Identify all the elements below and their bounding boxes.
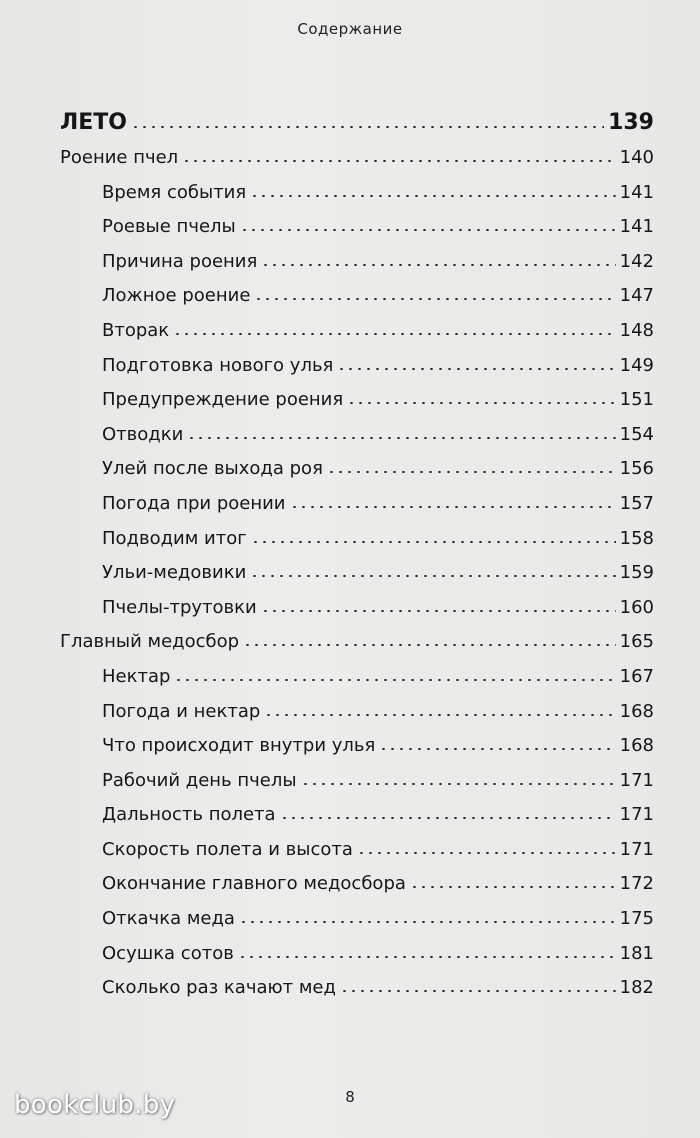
dot-leader xyxy=(251,541,616,543)
toc-entry xyxy=(60,452,654,487)
toc-entry-title: Нектар xyxy=(102,665,171,687)
toc-entry-page: 151 xyxy=(619,389,654,411)
toc-entry-title: Причина роения xyxy=(102,250,258,272)
toc-entry-page: 148 xyxy=(619,319,654,341)
toc-entry xyxy=(60,625,654,660)
toc-entry-title: Рабочий день пчелы xyxy=(102,769,297,791)
toc-entry-title: Погода и нектар xyxy=(102,700,261,722)
toc-entry-title: Подводим итог xyxy=(102,527,247,549)
toc-entry xyxy=(60,279,654,314)
toc-entry-page: 167 xyxy=(619,665,654,687)
toc-entry-page: 182 xyxy=(619,977,654,999)
toc-entry-page: 147 xyxy=(619,285,654,307)
dot-leader xyxy=(327,471,616,473)
dot-leader xyxy=(410,886,616,888)
dot-leader xyxy=(337,368,615,370)
dot-leader xyxy=(238,956,616,958)
dot-leader xyxy=(261,264,615,266)
toc-entry-title: Отводки xyxy=(102,423,184,445)
toc-entry-page: 168 xyxy=(619,735,654,757)
toc-entry xyxy=(60,522,654,557)
toc-entry-title: Осушка сотов xyxy=(102,942,234,964)
toc-entry-page: 172 xyxy=(619,873,654,895)
toc-entry-title: Предупреждение роения xyxy=(102,389,344,411)
table-of-contents xyxy=(60,105,654,1006)
toc-entry-title: Подготовка нового улья xyxy=(102,354,334,376)
toc-entry-title: Время события xyxy=(102,181,247,203)
dot-leader xyxy=(347,402,615,404)
dot-leader xyxy=(264,714,615,716)
toc-entry-page: 142 xyxy=(619,250,654,272)
toc-entry xyxy=(60,591,654,626)
toc-entry xyxy=(60,867,654,902)
toc-entry-page: 141 xyxy=(619,181,654,203)
dot-leader xyxy=(340,990,616,992)
toc-entry xyxy=(60,210,654,245)
toc-entry-title: Ульи-медовики xyxy=(102,562,247,584)
dot-leader xyxy=(280,817,616,819)
dot-leader xyxy=(187,437,615,439)
toc-entry xyxy=(60,349,654,384)
toc-entry xyxy=(60,660,654,695)
toc-entry-page: 171 xyxy=(619,804,654,826)
dot-leader xyxy=(261,610,616,612)
dot-leader xyxy=(243,644,616,646)
dot-leader xyxy=(250,575,615,577)
toc-entry xyxy=(60,314,654,349)
site-watermark: bookclub.by xyxy=(14,1090,176,1120)
toc-entry xyxy=(60,383,654,418)
toc-entry xyxy=(60,176,654,211)
toc-entry-page: 157 xyxy=(619,492,654,514)
toc-entry-title: Погода при роении xyxy=(102,492,286,514)
toc-entry-page: 159 xyxy=(619,562,654,584)
toc-entry xyxy=(60,105,654,141)
toc-entry-page: 160 xyxy=(619,596,654,618)
toc-entry-title: Роение пчел xyxy=(60,147,179,168)
toc-entry-title: Улей после выхода роя xyxy=(102,458,323,480)
toc-entry xyxy=(60,695,654,730)
toc-entry-title: Дальность полета xyxy=(102,804,276,826)
dot-leader xyxy=(379,748,615,750)
toc-entry-page: 141 xyxy=(619,216,654,238)
toc-entry-page: 168 xyxy=(619,700,654,722)
toc-entry-page: 154 xyxy=(619,423,654,445)
toc-entry xyxy=(60,902,654,937)
toc-entry-page: 171 xyxy=(619,769,654,791)
toc-entry xyxy=(60,937,654,972)
toc-entry xyxy=(60,971,654,1006)
dot-leader xyxy=(240,229,616,231)
toc-entry-title: Что происходит внутри улья xyxy=(102,735,376,757)
toc-entry-page: 156 xyxy=(619,458,654,480)
toc-entry-title: Окончание главного медосбора xyxy=(102,873,406,895)
toc-entry-page: 165 xyxy=(619,631,654,653)
toc-entry-page: 181 xyxy=(619,942,654,964)
toc-entry-title: Сколько раз качают мед xyxy=(102,977,336,999)
toc-entry-title: ЛЕТО xyxy=(60,110,128,135)
toc-entry-page: 175 xyxy=(619,908,654,930)
toc-entry-title: Пчелы-трутовки xyxy=(102,596,257,618)
toc-entry-title: Вторак xyxy=(102,319,170,341)
toc-entry-title: Скорость полета и высота xyxy=(102,838,353,860)
toc-entry xyxy=(60,245,654,280)
toc-entry-page: 139 xyxy=(608,110,654,135)
toc-entry-title: Откачка меда xyxy=(102,908,235,930)
page-number: 8 xyxy=(345,1088,355,1106)
dot-leader xyxy=(250,195,615,197)
toc-entry xyxy=(60,418,654,453)
dot-leader xyxy=(131,126,604,128)
dot-leader xyxy=(174,679,615,681)
dot-leader xyxy=(357,852,616,854)
dot-leader xyxy=(173,333,615,335)
toc-entry-page: 140 xyxy=(619,147,654,168)
toc-entry-page: 149 xyxy=(619,354,654,376)
toc-entry xyxy=(60,141,654,176)
dot-leader xyxy=(182,160,615,162)
running-head: Содержание xyxy=(297,20,403,38)
toc-entry xyxy=(60,798,654,833)
toc-entry xyxy=(60,729,654,764)
toc-entry-page: 171 xyxy=(619,838,654,860)
dot-leader xyxy=(254,298,615,300)
toc-entry xyxy=(60,833,654,868)
toc-entry xyxy=(60,764,654,799)
toc-entry-title: Ложное роение xyxy=(102,285,251,307)
toc-entry-title: Роевые пчелы xyxy=(102,216,236,238)
dot-leader xyxy=(239,921,616,923)
dot-leader xyxy=(290,506,616,508)
dot-leader xyxy=(301,783,616,785)
toc-entry-title: Главный медосбор xyxy=(60,631,240,653)
toc-entry-page: 158 xyxy=(619,527,654,549)
toc-entry xyxy=(60,556,654,591)
toc-entry xyxy=(60,487,654,522)
